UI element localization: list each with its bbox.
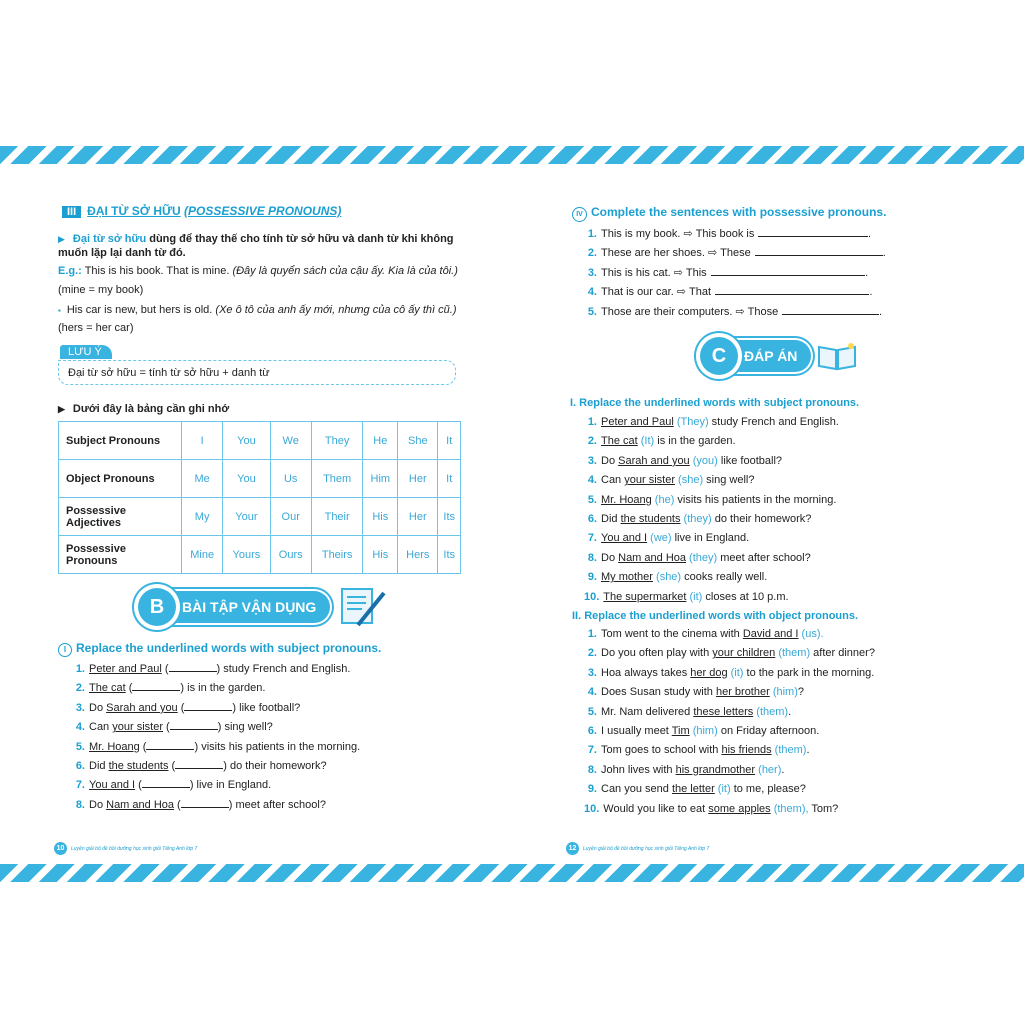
item-prefix: Tom went to the cinema with xyxy=(601,628,743,640)
page-number: 12 xyxy=(566,842,579,855)
answer-text: (you) xyxy=(689,454,718,467)
bottom-stripe-band xyxy=(0,864,1024,882)
exercise-1-list xyxy=(72,660,360,815)
item-number: 9. xyxy=(587,571,597,584)
item-number: 8. xyxy=(587,551,597,564)
item-prefix: Do xyxy=(601,551,619,564)
table-cell: It xyxy=(438,460,461,498)
exercise-item: 8. Do Nam and Hoa ( ) meet after school? xyxy=(72,796,360,815)
item-suffix: ) study French and English. xyxy=(216,663,351,675)
exercise-item: 4. Can your sister ( ) sing well? xyxy=(72,718,360,737)
exercise-number-icon: IV xyxy=(572,207,587,222)
note-box: Đại từ sở hữu = tính từ sở hữu + danh từ xyxy=(58,360,456,385)
answer-blank[interactable] xyxy=(142,778,190,788)
answer-item xyxy=(584,432,839,451)
answer-text: (them) xyxy=(753,705,789,718)
bullet-dot-icon: ▪ xyxy=(58,306,61,315)
underlined-phrase: the letter xyxy=(671,783,715,796)
answer-line[interactable] xyxy=(715,284,869,295)
answer-item xyxy=(584,549,839,568)
answer-text: (it) xyxy=(686,590,703,603)
item-start: This book is xyxy=(695,228,755,240)
table-cell: Them xyxy=(311,460,363,498)
item-prefix: Tom goes to school with xyxy=(601,744,722,757)
exercise-item: 4. That is our car. ⇨ That . xyxy=(584,283,886,302)
section-label: BÀI TẬP VẬN DỤNG xyxy=(156,591,330,623)
underlined-phrase: his friends xyxy=(721,744,772,757)
item-suffix: to me, please? xyxy=(730,783,806,796)
section-heading: III ĐẠI TỪ SỞ HỮU (POSSESSIVE PRONOUNS) xyxy=(62,204,341,218)
underlined-phrase: The cat xyxy=(601,435,638,448)
item-number: 2. xyxy=(587,247,597,260)
underlined-phrase: You and I xyxy=(601,532,648,545)
answer-line[interactable] xyxy=(711,265,865,276)
answer-2-list xyxy=(584,625,875,819)
answer-blank[interactable] xyxy=(169,662,217,672)
item-number: 1. xyxy=(587,416,597,428)
table-cell: He xyxy=(363,422,398,460)
answer-text: (she) xyxy=(652,571,682,584)
open-book-icon xyxy=(817,341,857,371)
answer-text: (it) xyxy=(714,783,731,796)
underlined-phrase: Tim xyxy=(671,724,690,737)
table-cell: Mine xyxy=(182,536,223,574)
answer-text: (They) xyxy=(673,416,709,428)
item-number: 3. xyxy=(587,454,597,467)
underlined-phrase: your children xyxy=(712,647,776,660)
item-number: 10. xyxy=(584,802,600,815)
item-number: 3. xyxy=(587,266,597,279)
item-prefix: Can xyxy=(601,474,625,487)
table-cell: We xyxy=(270,422,311,460)
item-suffix: . xyxy=(806,744,810,757)
section-c-badge xyxy=(700,337,857,375)
item-prefix: Can you send xyxy=(601,783,672,796)
underlined-phrase: the students xyxy=(620,512,681,525)
underlined-phrase: these letters xyxy=(693,705,754,718)
table-row xyxy=(59,422,461,460)
answer-text: (he) xyxy=(651,493,675,506)
row-header: Possessive Adjectives xyxy=(59,498,182,536)
underlined-phrase: Sarah and you xyxy=(106,701,178,714)
answer-text: (we) xyxy=(647,532,672,545)
item-sentence: That is our car. xyxy=(601,286,674,299)
item-number: 3. xyxy=(75,701,85,714)
answer-text: (them) xyxy=(775,647,811,660)
table-cell: Its xyxy=(438,536,461,574)
item-prefix: Did xyxy=(601,512,621,525)
exercise-item: 5. Those are their computers. ⇨ Those . xyxy=(584,303,886,322)
answer-text: (him) xyxy=(689,724,718,737)
answer-text: (they) xyxy=(686,551,718,564)
answer-item xyxy=(584,568,839,587)
item-sentence: This is his cat. xyxy=(601,266,671,279)
item-suffix: cooks really well. xyxy=(681,571,768,584)
underlined-phrase: his grandmother xyxy=(675,763,756,776)
item-suffix: study French and English. xyxy=(708,416,839,428)
table-cell: Ours xyxy=(270,536,311,574)
exercise-item: 2. The cat ( ) is in the garden. xyxy=(72,679,360,698)
underlined-phrase: The supermarket xyxy=(603,590,687,603)
item-number: 5. xyxy=(75,740,85,753)
underlined-phrase: your sister xyxy=(624,474,675,487)
underlined-phrase: You and I xyxy=(89,779,136,792)
item-number: 1. xyxy=(587,628,597,640)
answer-text: (she) xyxy=(675,474,704,487)
item-number: 4. xyxy=(75,721,85,734)
item-prefix: Do xyxy=(89,798,107,811)
item-suffix: closes at 10 p.m. xyxy=(702,590,789,603)
item-suffix: . xyxy=(781,763,785,776)
answer-text: (them) xyxy=(771,744,807,757)
underlined-phrase: My mother xyxy=(601,571,653,584)
item-number: 7. xyxy=(587,532,597,545)
answer-text: (him) xyxy=(769,686,798,699)
table-cell: Our xyxy=(270,498,311,536)
item-prefix: Mr. Nam delivered xyxy=(601,705,694,718)
underlined-phrase: Nam and Hoa xyxy=(618,551,686,564)
item-suffix: meet after school? xyxy=(717,551,811,564)
item-start: Those xyxy=(747,305,779,318)
answer-line[interactable] xyxy=(758,226,868,237)
answer-text: (them), xyxy=(770,802,809,815)
item-prefix: Do xyxy=(89,701,107,714)
item-suffix: live in England. xyxy=(671,532,750,545)
item-suffix: visits his patients in the morning. xyxy=(674,493,837,506)
answer-item xyxy=(584,800,875,819)
section-letter: B xyxy=(138,588,176,626)
definition: ▶ Đại từ sở hữu dùng để thay thế cho tính từ sở hữu và danh từ khi không muốn lặp lại danh từ đó. xyxy=(58,233,454,259)
answer-1-list xyxy=(584,413,839,607)
item-suffix: ) like football? xyxy=(232,701,301,714)
answer-blank[interactable] xyxy=(146,740,194,750)
scroll-pen-icon xyxy=(336,585,388,629)
equation-1: (mine = my book) xyxy=(58,284,144,296)
item-suffix: to the park in the morning. xyxy=(743,666,875,679)
exercise-number-icon: I xyxy=(58,643,72,657)
item-number: 2. xyxy=(587,647,597,660)
item-sentence: Those are their computers. xyxy=(601,305,733,318)
answer-blank[interactable] xyxy=(184,701,232,711)
exercise-4-title: IV Complete the sentences with possessive pronouns. xyxy=(572,205,886,222)
item-suffix: . xyxy=(788,705,792,718)
item-number: 5. xyxy=(587,705,597,718)
item-prefix: Did xyxy=(89,759,109,772)
pronoun-table xyxy=(58,421,461,574)
item-number: 6. xyxy=(75,759,85,772)
item-suffix: sing well? xyxy=(703,474,755,487)
arrow-icon: ⇨ xyxy=(683,228,693,240)
answer-item xyxy=(584,780,875,799)
item-suffix: ) sing well? xyxy=(217,721,273,734)
underlined-phrase: The cat xyxy=(89,682,126,695)
exercise-item: 6. Did the students ( ) do their homework? xyxy=(72,757,360,776)
item-prefix: John lives with xyxy=(601,763,676,776)
item-number: 4. xyxy=(587,474,597,487)
arrow-icon: ⇨ xyxy=(707,247,718,260)
section-number-badge: III xyxy=(62,206,81,218)
answer-item xyxy=(584,683,875,702)
exercise-1-title: I Replace the underlined words with subject pronouns. xyxy=(58,641,381,657)
answer-1-title: I. Replace the underlined words with subject pronouns. xyxy=(570,397,860,409)
equation-2: (hers = her car) xyxy=(58,322,134,334)
answer-item xyxy=(584,588,839,607)
answer-blank[interactable] xyxy=(170,720,218,730)
item-number: 9. xyxy=(587,783,597,796)
item-number: 6. xyxy=(587,512,597,525)
answer-item xyxy=(584,471,839,490)
note-tag: LƯU Ý xyxy=(60,345,112,359)
item-suffix: after dinner? xyxy=(810,647,875,660)
exercise-item: 7. You and I ( ) live in England. xyxy=(72,776,360,795)
underlined-phrase: some apples xyxy=(708,802,771,815)
table-cell: You xyxy=(223,460,270,498)
answer-item xyxy=(584,644,875,663)
answer-text: (it) xyxy=(727,666,744,679)
item-sentence: This is my book. xyxy=(601,228,681,240)
arrow-icon: ⇨ xyxy=(735,305,745,318)
table-cell: Her xyxy=(398,460,438,498)
item-number: 1. xyxy=(75,663,85,675)
arrow-icon: ⇨ xyxy=(673,266,683,279)
table-cell: Theirs xyxy=(311,536,363,574)
exercise-4-list xyxy=(584,225,886,322)
item-number: 1. xyxy=(587,228,597,240)
underlined-phrase: your sister xyxy=(112,721,163,734)
page-number: 10 xyxy=(54,842,67,855)
item-start: This xyxy=(685,266,707,279)
item-number: 6. xyxy=(587,724,597,737)
item-start: That xyxy=(688,286,711,299)
table-cell: Your xyxy=(223,498,270,536)
item-number: 8. xyxy=(75,798,85,811)
underlined-phrase: Mr. Hoang xyxy=(601,493,652,506)
table-intro: ▶ Dưới đây là bảng cần ghi nhớ xyxy=(58,403,230,415)
underlined-phrase: Nam and Hoa xyxy=(106,798,174,811)
table-cell: His xyxy=(363,536,398,574)
left-footer: 10 Luyện giải bộ đề bồi dưỡng học sinh giỏi Tiếng Anh lớp 7 xyxy=(54,842,197,855)
table-cell: You xyxy=(223,422,270,460)
table-cell: She xyxy=(398,422,438,460)
answer-item xyxy=(584,625,875,644)
answer-blank[interactable] xyxy=(132,681,180,691)
top-stripe-band xyxy=(0,146,1024,164)
example-2: ▪ His car is new, but hers is old. (Xe ô tô của anh ấy mới, nhưng của cô ấy thì cũ.) xyxy=(58,304,457,316)
item-prefix: Would you like to eat xyxy=(603,802,709,815)
table-cell: My xyxy=(182,498,223,536)
table-cell: Him xyxy=(363,460,398,498)
item-number: 2. xyxy=(75,682,85,695)
answer-text: (they) xyxy=(680,512,712,525)
table-cell: Its xyxy=(438,498,461,536)
bullet-arrow-icon: ▶ xyxy=(58,234,65,244)
exercise-item: 3. Do Sarah and you ( ) like football? xyxy=(72,699,360,718)
underlined-phrase: Sarah and you xyxy=(618,454,690,467)
item-suffix: ? xyxy=(797,686,804,699)
exercise-item: 3. This is his cat. ⇨ This . xyxy=(584,264,886,283)
underlined-phrase: Peter and Paul xyxy=(89,663,162,675)
item-number: 7. xyxy=(587,744,597,757)
item-prefix: Do xyxy=(601,454,619,467)
exercise-item: 5. Mr. Hoang ( ) visits his patients in the morning. xyxy=(72,738,360,757)
row-header: Object Pronouns xyxy=(59,460,182,498)
item-suffix: on Friday afternoon. xyxy=(717,724,820,737)
right-footer: 12 Luyện giải bộ đề bồi dưỡng học sinh giỏi Tiếng Anh lớp 7 xyxy=(566,842,709,855)
item-number: 10. xyxy=(584,590,600,603)
item-number: 3. xyxy=(587,666,597,679)
answer-line[interactable] xyxy=(755,245,883,256)
table-row xyxy=(59,498,461,536)
answer-text: (us). xyxy=(798,628,824,640)
answer-blank[interactable] xyxy=(181,798,229,808)
answer-line[interactable] xyxy=(782,304,879,315)
underlined-phrase: Peter and Paul xyxy=(601,416,674,428)
answer-item xyxy=(584,761,875,780)
answer-2-title: II. Replace the underlined words with object pronouns. xyxy=(572,610,859,622)
item-number: 8. xyxy=(587,763,597,776)
table-cell: They xyxy=(311,422,363,460)
underlined-phrase: her dog xyxy=(690,666,728,679)
arrow-icon: ⇨ xyxy=(676,286,686,299)
table-row xyxy=(59,460,461,498)
table-cell: Hers xyxy=(398,536,438,574)
row-header: Subject Pronouns xyxy=(59,422,182,460)
answer-blank[interactable] xyxy=(175,759,223,769)
underlined-phrase: Mr. Hoang xyxy=(89,740,140,753)
item-prefix: Can xyxy=(89,721,113,734)
row-header: Possessive Pronouns xyxy=(59,536,182,574)
answer-item xyxy=(584,452,839,471)
table-row xyxy=(59,536,461,574)
table-cell: Us xyxy=(270,460,311,498)
answer-item xyxy=(584,510,839,529)
item-number: 5. xyxy=(587,493,597,506)
item-prefix: I usually meet xyxy=(601,724,672,737)
section-label: ĐÁP ÁN xyxy=(718,340,811,372)
table-cell: His xyxy=(363,498,398,536)
item-prefix: Does Susan study with xyxy=(601,686,716,699)
item-number: 4. xyxy=(587,286,597,299)
exercise-item: 1. Peter and Paul ( ) study French and English. xyxy=(72,660,360,679)
table-cell: It xyxy=(438,422,461,460)
item-suffix: ) visits his patients in the morning. xyxy=(194,740,361,753)
table-cell: Her xyxy=(398,498,438,536)
item-number: 7. xyxy=(75,779,85,792)
item-suffix: Tom? xyxy=(808,802,839,815)
exercise-item: 1. This is my book. ⇨ This book is . xyxy=(584,225,886,244)
item-prefix: Hoa always takes xyxy=(601,666,691,679)
example-line: E.g.: This is his book. That is mine. (Đây là quyển sách của cậu ấy. Kia là của tôi.) xyxy=(58,265,458,277)
item-suffix: do their homework? xyxy=(711,512,812,525)
answer-text: (her) xyxy=(755,763,782,776)
underlined-phrase: her brother xyxy=(715,686,770,699)
answer-item xyxy=(584,529,839,548)
answer-item xyxy=(584,722,875,741)
table-cell: Yours xyxy=(223,536,270,574)
answer-item xyxy=(584,664,875,683)
underlined-phrase: the students xyxy=(108,759,169,772)
section-b-badge xyxy=(138,585,388,629)
item-suffix: ) do their homework? xyxy=(223,759,327,772)
answer-item xyxy=(584,703,875,722)
item-suffix: ) is in the garden. xyxy=(180,682,266,695)
answer-item xyxy=(584,741,875,760)
item-suffix: like football? xyxy=(717,454,783,467)
item-number: 5. xyxy=(587,305,597,318)
item-suffix: ) live in England. xyxy=(189,779,272,792)
answer-item xyxy=(584,413,839,432)
underlined-phrase: David and I xyxy=(742,628,799,640)
item-prefix: Do you often play with xyxy=(601,647,713,660)
item-sentence: These are her shoes. xyxy=(601,247,705,260)
exercise-item: 2. These are her shoes. ⇨ These . xyxy=(584,244,886,263)
table-cell: I xyxy=(182,422,223,460)
section-letter: C xyxy=(700,337,738,375)
table-cell: Their xyxy=(311,498,363,536)
table-cell: Me xyxy=(182,460,223,498)
answer-item xyxy=(584,491,839,510)
bullet-arrow-icon: ▶ xyxy=(58,404,65,414)
item-number: 2. xyxy=(587,435,597,448)
item-suffix: ) meet after school? xyxy=(228,798,326,811)
item-number: 4. xyxy=(587,686,597,699)
item-suffix: is in the garden. xyxy=(654,435,736,448)
answer-text: (It) xyxy=(637,435,655,448)
item-start: These xyxy=(720,247,751,260)
